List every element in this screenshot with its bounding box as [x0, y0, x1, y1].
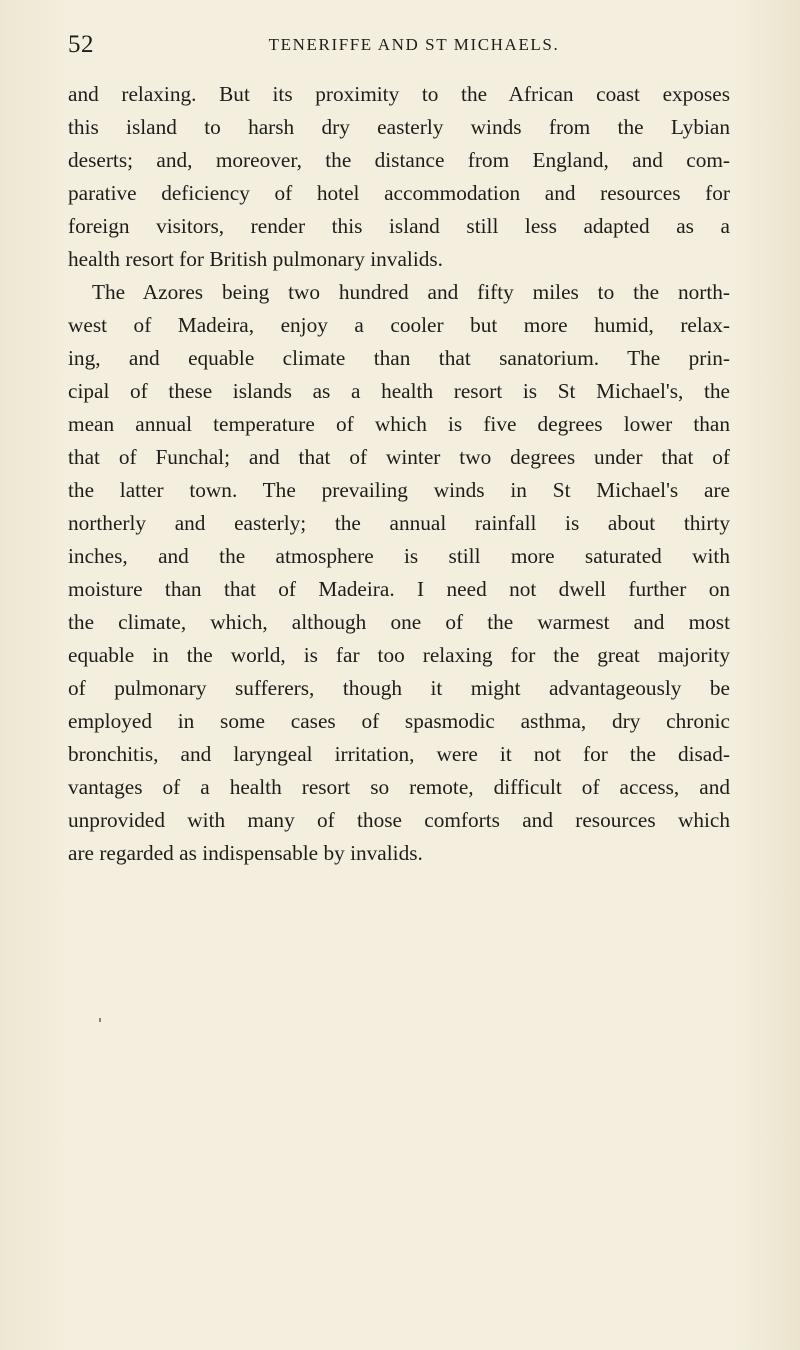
text-line: unprovided with many of those comforts and resources which: [68, 808, 730, 832]
page-header: [68, 30, 730, 62]
page-number: 52: [68, 31, 94, 58]
paper-speck: [99, 1018, 101, 1022]
text-line: equable in the world, is far too relaxing for the great majority: [68, 643, 730, 667]
text-line: health resort for British pulmonary invalids.: [68, 247, 443, 271]
text-line: this island to harsh dry easterly winds from the Lybian: [68, 115, 730, 139]
text-line: the latter town. The prevailing winds in St Michael's are: [68, 478, 730, 502]
text-line: west of Madeira, enjoy a cooler but more humid, relax-: [68, 313, 730, 337]
text-line: foreign visitors, render this island still less adapted as a: [68, 214, 730, 238]
text-line: deserts; and, moreover, the distance from England, and com-: [68, 148, 730, 172]
body-text: [68, 78, 730, 870]
text-line: mean annual temperature of which is five degrees lower than: [68, 412, 730, 436]
text-line: moisture than that of Madeira. I need not dwell further on: [68, 577, 730, 601]
text-line: employed in some cases of spasmodic asthma, dry chronic: [68, 709, 730, 733]
text-line: northerly and easterly; the annual rainfall is about thirty: [68, 511, 730, 535]
text-line: of pulmonary sufferers, though it might advantageously be: [68, 676, 730, 700]
running-head: TENERIFFE AND ST MICHAELS.: [268, 35, 560, 54]
text-line: parative deficiency of hotel accommodation and resources for: [68, 181, 730, 205]
text-line: cipal of these islands as a health resort is St Michael's, the: [68, 379, 730, 403]
text-line: are regarded as indispensable by invalids.: [68, 841, 423, 865]
text-line: bronchitis, and laryngeal irritation, were it not for the disad-: [68, 742, 730, 766]
text-line: and relaxing. But its proximity to the African coast exposes: [68, 82, 730, 106]
text-line: that of Funchal; and that of winter two degrees under that of: [68, 445, 730, 469]
text-line: ing, and equable climate than that sanatorium. The prin-: [68, 346, 730, 370]
text-line: The Azores being two hundred and fifty miles to the north-: [92, 280, 730, 304]
text-line: the climate, which, although one of the warmest and most: [68, 610, 730, 634]
text-line: vantages of a health resort so remote, difficult of access, and: [68, 775, 730, 799]
text-line: inches, and the atmosphere is still more saturated with: [68, 544, 730, 568]
